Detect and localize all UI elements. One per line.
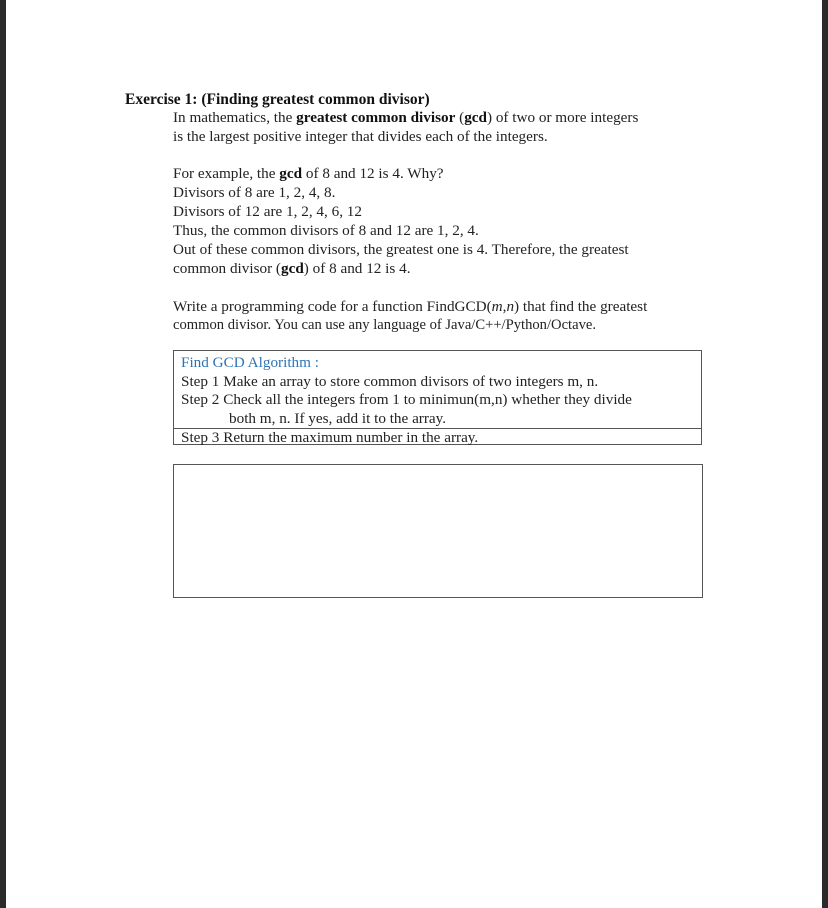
intro-line-1 — [173, 108, 638, 127]
example-line-6 — [173, 259, 411, 278]
example-text: For example, the — [173, 165, 280, 182]
task-text: ) that find the greatest — [514, 298, 648, 315]
task-text: , — [502, 298, 507, 315]
example-line-2: Divisors of 8 are 1, 2, 4, 8. — [173, 184, 336, 201]
example-text: common divisor ( — [173, 260, 281, 277]
algorithm-box — [173, 350, 702, 445]
task-line-1 — [173, 297, 647, 316]
intro-gcd-bold: gcd — [464, 109, 487, 126]
task-param-n: n — [506, 298, 515, 315]
example-gcd-bold: gcd — [279, 165, 303, 182]
task-line-2: common divisor. You can use any language of Java/C++/Python/Octave. — [173, 317, 596, 333]
example-text: ) of 8 and 12 is 4. — [303, 260, 411, 277]
algorithm-title: Find GCD Algorithm : — [181, 354, 319, 371]
algorithm-step-1: Step 1 Make an array to store common divisors of two integers m, n. — [181, 373, 599, 390]
algorithm-step-2-continued: both m, n. If yes, add it to the array. — [229, 410, 447, 427]
answer-box[interactable] — [173, 464, 703, 598]
intro-line-2: is the largest positive integer that divides each of the integers. — [173, 128, 548, 145]
task-text: Write a programming code for a function FindGCD( — [173, 298, 492, 315]
algorithm-step-2: Step 2 Check all the integers from 1 to minimun(m,n) whether they divide — [181, 391, 632, 408]
example-gcd-bold: gcd — [281, 260, 304, 277]
example-line-3: Divisors of 12 are 1, 2, 4, 6, 12 — [173, 203, 362, 220]
intro-text: ) of two or more integers — [486, 109, 639, 126]
intro-text: In mathematics, the — [173, 109, 297, 126]
algorithm-step-3: Step 3 Return the maximum number in the array. — [181, 429, 479, 446]
document-page — [6, 0, 822, 908]
intro-term-bold: greatest common divisor — [296, 109, 456, 126]
example-line-5: Out of these common divisors, the greatest one is 4. Therefore, the greatest — [173, 241, 629, 258]
intro-text: ( — [455, 109, 465, 126]
exercise-title: Exercise 1: (Finding greatest common divisor) — [125, 91, 430, 108]
example-text: of 8 and 12 is 4. Why? — [302, 165, 444, 182]
task-param-m: m — [491, 298, 503, 315]
example-line-4: Thus, the common divisors of 8 and 12 are 1, 2, 4. — [173, 222, 479, 239]
example-line-1 — [173, 164, 444, 183]
